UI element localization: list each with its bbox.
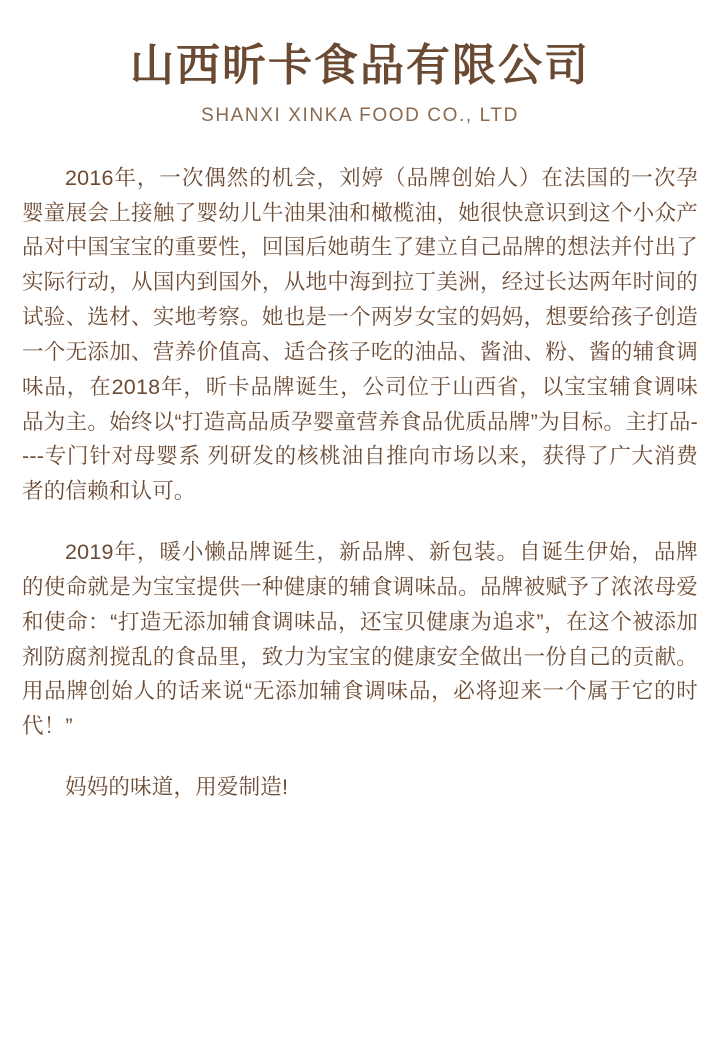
paragraph-three: 妈妈的味道，用爱制造! — [65, 775, 289, 800]
paragraph-two: 2019年，暖小懒品牌诞生，新品牌、新包装。自诞生伊始，品牌的使命就是为宝宝提供一种健康的辅食调味品。品牌被赋予了浓浓母爱和使命：“打造无添加辅食调味品，还宝贝健康为追求”，在这个被添加剂防腐剂搅乱的食品里，致力为宝宝的健康安全做出一份自己的贡献。用品牌创始人的话来说“无添加辅食调味品，必将迎来一个属于它的时代！” — [22, 540, 698, 739]
paragraph-one: 2016年，一次偶然的机会，刘婷（品牌创始人）在法国的一次孕婴童展会上接触了婴幼儿牛油果油和橄榄油，她很快意识到这个小众产品对中国宝宝的重要性，回国后她萌生了建立自己品牌的想法并付出了实际行动，从国内到国外，从地中海到拉丁美洲，经过长达两年时间的试验、选材、实地考察。她也是一个两岁女宝的妈妈，想要给孩子创造一个无添加、营养价值高、适合孩子吃的油品、酱油、粉、酱的辅食调味品，在2018年，昕卡品牌诞生，公司位于山西省，以宝宝辅食调味品为主。始终以“打造高品质孕婴童营养食品优质品牌”为目标。主打品----专门针对母婴系 列研发的核桃油自推向市场以来，获得了广大消费者的信赖和认可。 — [22, 165, 698, 504]
company-name-chinese: 山西昕卡食品有限公司 — [130, 41, 590, 90]
company-name-english: SHANXI XINKA FOOD CO., LTD — [201, 104, 519, 126]
document-header — [0, 0, 720, 127]
document-body — [0, 161, 720, 805]
